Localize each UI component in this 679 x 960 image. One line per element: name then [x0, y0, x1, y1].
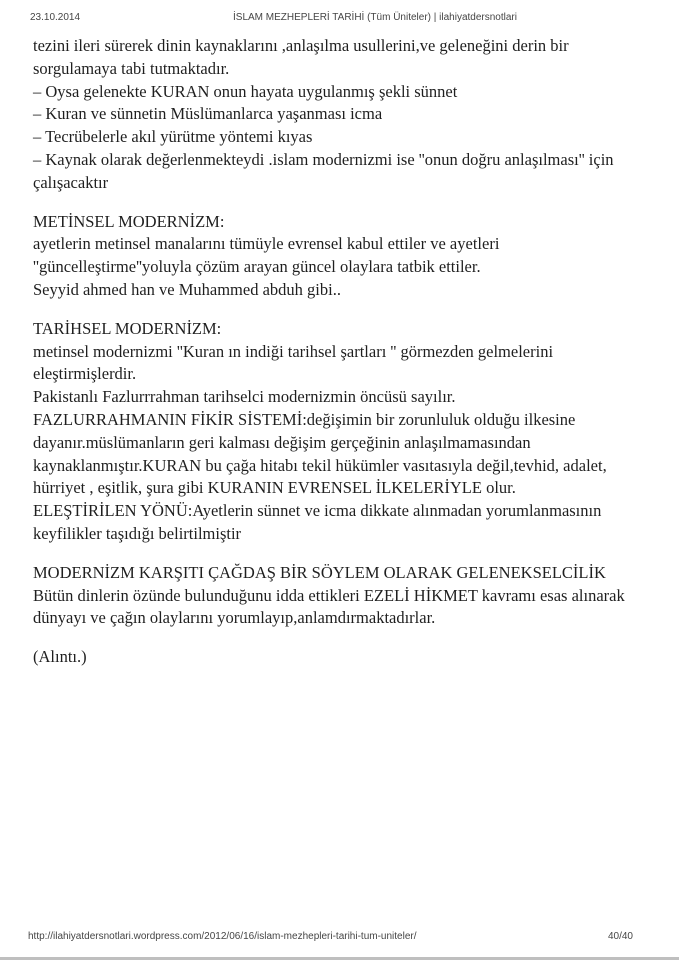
text-line: Bütün dinlerin özünde bulunduğunu idda ettikleri EZELİ HİKMET kavramı esas alınarak [33, 585, 625, 605]
text-line: eleştirmişlerdir. [33, 364, 137, 384]
text-line: hürriyet , eşitlik, şura gibi KURANIN EVRENSEL İLKELERİYLE olur. [33, 478, 516, 498]
paragraph [33, 35, 661, 195]
text-line: keyfilikler taşıdığı belirtilmiştir [33, 523, 242, 543]
print-date: 23.10.2014 [30, 12, 81, 23]
text-line: – Oysa gelenekte KURAN onun hayata uygulanmış şekli sünnet [33, 81, 458, 101]
page-number: 40/40 [607, 931, 633, 942]
text-line: tezini ileri sürerek dinin kaynaklarını ,anlaşılma usullerini,ve geleneğini derin bir [33, 36, 569, 55]
text-line: – Tecrübelerle akıl yürütme yöntemi kıyas [33, 127, 313, 147]
print-header [30, 12, 649, 26]
text-line: METİNSEL MODERNİZM: [33, 211, 225, 231]
paragraph [33, 211, 661, 302]
text-line: – Kuran ve sünnetin Müslümanlarca yaşanması icma [33, 104, 383, 124]
text-line: metinsel modernizmi ''Kuran ın indiği tarihsel şartları '' görmezden gelmelerini [33, 341, 554, 361]
text-line: TARİHSEL MODERNİZM: [33, 318, 222, 338]
text-line: dayanır.müslümanların geri kalması değişim gerçeğinin anlaşılmamasından [33, 432, 531, 452]
text-line: ELEŞTİRİLEN YÖNÜ:Ayetlerin sünnet ve icma dikkate alınmadan yorumlanmasının [33, 501, 602, 521]
text-line: ayetlerin metinsel manalarını tümüyle evrensel kabul ettiler ve ayetleri [33, 234, 500, 254]
paragraph [33, 318, 661, 546]
text-line: (Alıntı.) [33, 647, 87, 667]
text-line: kaynaklanmıştır.KURAN bu çağa hitabı tekil hükümler vasıtasıyla değil,tevhid, adalet, [33, 455, 607, 475]
page-title: İSLAM MEZHEPLERİ TARİHİ (Tüm Üniteler) | ilahiyatdersnotlari [233, 12, 517, 23]
text-line: dünyayı ve çağın olaylarını yorumlayıp,anlamdırmaktadırlar. [33, 608, 436, 628]
paragraph [33, 646, 661, 669]
paragraph [33, 562, 661, 630]
text-line: ''güncelleştirme''yoluyla çözüm arayan güncel olaylara tatbik ettiler. [33, 257, 481, 277]
text-line: FAZLURRAHMANIN FİKİR SİSTEMİ:değişimin bir zorunluluk olduğu ilkesine [33, 409, 576, 429]
text-line: – Kaynak olarak değerlenmekteydi .islam modernizmi ise ''onun doğru anlaşılması'' için [33, 149, 614, 169]
text-line: MODERNİZM KARŞITI ÇAĞDAŞ BİR SÖYLEM OLARAK GELENEKSELCİLİK [33, 562, 606, 582]
text-line: Seyyid ahmed han ve Muhammed abduh gibi.. [33, 279, 341, 299]
text-line: Pakistanlı Fazlurrrahman tarihselci modernizmin öncüsü sayılır. [33, 387, 456, 407]
text-line: sorgulamaya tabi tutmaktadır. [33, 58, 230, 78]
source-url: http://ilahiyatdersnotlari.wordpress.com/2012/06/16/islam-mezhepleri-tarihi-tum-uniteler/ [28, 931, 417, 942]
document-body [33, 35, 661, 685]
text-line: çalışacaktır [33, 172, 109, 192]
